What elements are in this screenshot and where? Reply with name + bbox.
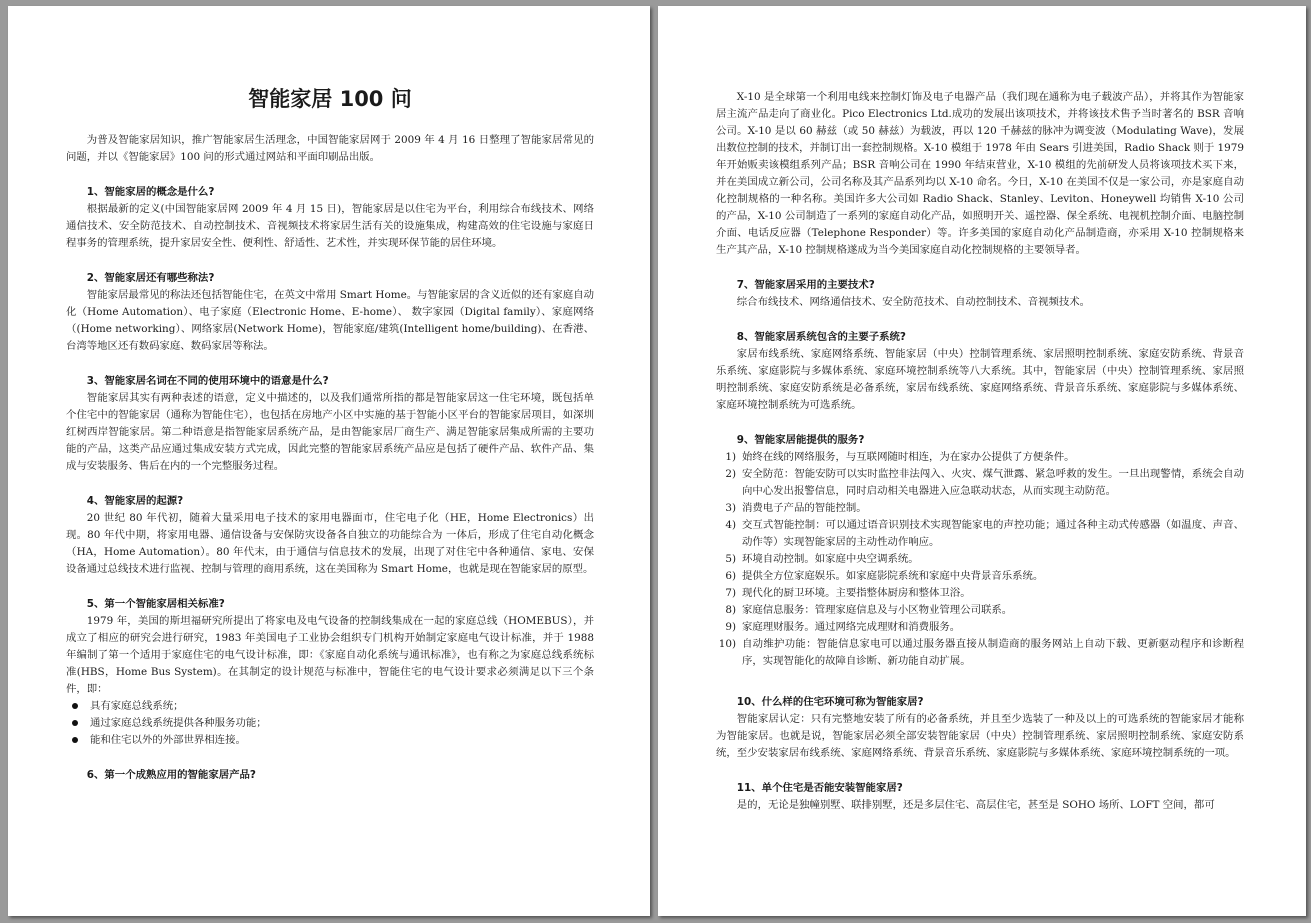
list-item: 10) 自动维护功能：智能信息家电可以通过服务器直接从制造商的服务网站上自动下载、更新驱动程序和诊断程序，实现智能化的故障自诊断、新功能自动扩展。 [718,638,1244,667]
section-body: 智能家居认定：只有完整地安装了所有的必备系统，并且至少选装了一种及以上的可选系统的智能家居才能称为智能家居。也就是说，智能家居必须全部安装智能家居（中央）控制管理系统、家居照明控制系统、家庭安防系统，至少安装家居布线系统、家庭网络系统、背景音乐系统、家庭影院与多媒体系统、家庭环境控制系统的一项。 [716,713,1244,759]
bullet-icon [72,737,78,743]
section-11 [716,780,1244,814]
x10-paragraph: X-10 是全球第一个利用电线来控制灯饰及电子电器产品（我们现在通称为电子载波产品），并将其作为智能家居主流产品走向了商业化。Pico Electronics Ltd.成功的发展出该项技术，并将该技术售予当时著名的 BSR 音响公司。X-10 是以 60 赫兹（或 50 赫兹）为载波，再以 120 千赫兹的脉冲为调变波（Modulating Wave)，发展出数位控制的技术，并制订出一套控制规格。X-10 模组于 1978 年由 Sears 引进美国，Radio Shack 则于 1979 年开始贩卖该模组系列产品；BSR 音响公司在 1990 年结束营业，X-10 模组的先前研发人员将该项技术买下来，并在美国成立新公司，公司名称及其产品系列均以 X-10 命名。今日，X-10 在美国不仅是一家公司，亦是家庭自动化控制规格的一种名称。美国许多大公司如 Radio Shack、Stanley、Leviton、Honeywell 均销售 X-10 公司的产品，X-10 公司制造了一系列的家庭自动化产品，如照明开关、遥控器、保全系统、电视机控制介面、电脑控制介面、电话反应器（Telephone Responder）等。许多美国的家庭自动化产品制造商，亦采用 X-10 控制规格来生产其产品，X-10 控制规格遂成为当今美国家庭自动化控制规格的主要领导者。 [716,91,1244,256]
section-10 [716,694,1244,762]
list-item: 2) 安全防范：智能安防可以实时监控非法闯入、火灾、煤气泄露、紧急呼救的发生。一旦出现警情，系统会自动向中心发出报警信息，同时启动相关电器进入应急联动状态，从而实现主动防范。 [725,468,1244,497]
section-body: 根据最新的定义(中国智能家居网 2009 年 4 月 15 日)，智能家居是以住宅为平台，利用综合布线技术、网络通信技术、安全防范技术、自动控制技术、音视频技术将家居生活有关的设施集成，构建高效的住宅设施与家庭日程事务的管理系统，提升家居安全性、便利性、舒适性、艺术性，并实现环保节能的居住环境。 [66,203,594,249]
section-body: 20 世纪 80 年代初，随着大量采用电子技术的家用电器面市，住宅电子化（HE，Home Electronics）出现。80 年代中期，将家用电器、通信设备与安保防灾设备各自独立的功能综合为 一体后，形成了住宅自动化概念（HA，Home Automation）。80 年代末，由于通信与信息技术的发展，出现了对住宅中各种通信、家电、安保设备通过总线技术进行监视、控制与管理的商用系统，这在美国称为 Smart Home，也就是现在智能家居的原型。 [66,512,594,575]
list-item: 通过家庭总线系统提供各种服务功能； [72,715,594,732]
section-body: 家居布线系统、家庭网络系统、智能家居（中央）控制管理系统、家居照明控制系统、家庭安防系统、背景音乐系统、家庭影院与多媒体系统、家庭环境控制系统等八大系统。其中，智能家居（中央）控制管理系统、家居照明控制系统、家庭安防系统是必备系统，家居布线系统、家庭网络系统、背景音乐系统、家庭影院与多媒体系统、家庭环境控制系统为可选系统。 [716,348,1244,411]
section-5 [66,596,594,749]
section-heading: 6、第一个成熟应用的智能家居产品? [86,769,256,781]
section-body: 智能家居其实有两种表述的语意，定义中描述的，以及我们通常所指的都是智能家居这一住宅环境，既包括单个住宅中的智能家居（通称为智能住宅），也包括在房地产小区中实施的基于智能小区平台的智能家居项目，如深圳红树西岸智能家居。第二种语意是指智能家居系统产品，是由智能家居厂商生产、满足智能家居集成所需的主要功能的产品，这类产品应通过集成安装方式完成，因此完整的智能家居系统产品应是包括了硬件产品、软件产品、集成与安装服务、售后在内的一个完整服务过程。 [66,392,594,472]
section-body: 智能家居最常见的称法还包括智能住宅，在英文中常用 Smart Home。与智能家居的含义近似的还有家庭自动化（Home Automation）、电子家庭（Electronic Home、E-home）、 数字家园（Digital family）、家庭网络（(Home networking）、网络家居(Network Home)，智能家庭/建筑(Intelligent home/building)、在香港、台湾等地区还有数码家庭、数码家居等称法。 [66,289,594,352]
section-heading: 7、智能家居采用的主要技术? [736,279,875,291]
intro-paragraph: 为普及智能家居知识，推广智能家居生活理念，中国智能家居网于 2009 年 4 月 16 日整理了智能家居常见的问题，并以《智能家居》100 问的形式通过网站和平面印刷品出版。 [66,134,594,163]
list-item: 1) 始终在线的网络服务，与互联网随时相连，为在家办公提供了方便条件。 [725,451,1075,463]
section-body: 综合布线技术、网络通信技术、安全防范技术、自动控制技术、音视频技术。 [736,296,1091,308]
list-item: 8) 家庭信息服务：管理家庭信息及与小区物业管理公司联系。 [725,604,1013,616]
section-7 [716,277,1244,311]
section-heading: 9、智能家居能提供的服务? [736,434,865,446]
document-title: 智能家居 100 问 [248,87,412,111]
section-heading: 3、智能家居名词在不同的使用环境中的语意是什么? [86,375,329,387]
section-body: 1979 年，美国的斯坦福研究所提出了将家电及电气设备的控制线集成在一起的家庭总线（HOMEBUS），并成立了相应的研究会进行研究，1983 年美国电子工业协会组织专门机构开始制定家庭电气设计标准，并于 1988 年编制了第一个适用于家庭住宅的电气设计标准，即：《家庭自动化系统与通讯标准》，也有称之为家庭总线系统标准(HBS，Home Bus System)。在其制定的设计规范与标准中，智能住宅的电气设计要求必须满足以下三个条件，即： [66,615,594,695]
list-item: 6) 提供全方位家庭娱乐。如家庭影院系统和家庭中央背景音乐系统。 [725,570,1044,582]
list-item: 3) 消费电子产品的智能控制。 [725,502,867,514]
section-2 [66,270,594,355]
bullet-icon [72,703,78,709]
section-8 [716,329,1244,414]
section-heading: 11、单个住宅是否能安装智能家居? [736,782,903,794]
section-heading: 5、第一个智能家居相关标准? [86,598,225,610]
section-heading: 2、智能家居还有哪些称法? [86,272,215,284]
section-3 [66,373,594,475]
requirements-list [66,698,594,749]
section-heading: 10、什么样的住宅环境可称为智能家居? [736,696,924,708]
section-9 [716,432,1244,670]
list-item: 5) 环境自动控制。如家庭中央空调系统。 [725,553,919,565]
section-6 [66,767,594,784]
list-item: 能和住宅以外的外部世界相连接。 [72,732,594,749]
document-page-left [8,6,650,916]
section-1 [66,184,594,252]
bullet-icon [72,720,78,726]
list-item: 9) 家庭理财服务。通过网络完成理财和消费服务。 [725,621,961,633]
document-page-right [658,6,1306,916]
services-list [716,449,1244,670]
section-heading: 1、智能家居的概念是什么? [86,186,215,198]
section-heading: 4、智能家居的起源? [86,495,184,507]
list-item: 具有家庭总线系统； [72,698,594,715]
section-heading: 8、智能家居系统包含的主要子系统? [736,331,906,343]
list-item: 4) 交互式智能控制：可以通过语音识别技术实现智能家电的声控功能；通过各种主动式传感器（如温度、声音、动作等）实现智能家居的主动性动作响应。 [725,519,1244,548]
section-body: 是的，无论是独幢别墅、联排别墅，还是多层住宅、高层住宅，甚至是 SOHO 场所、LOFT 空间，都可 [736,799,1215,811]
list-item: 7) 现代化的厨卫环境。主要指整体厨房和整体卫浴。 [725,587,971,599]
section-4 [66,493,594,578]
